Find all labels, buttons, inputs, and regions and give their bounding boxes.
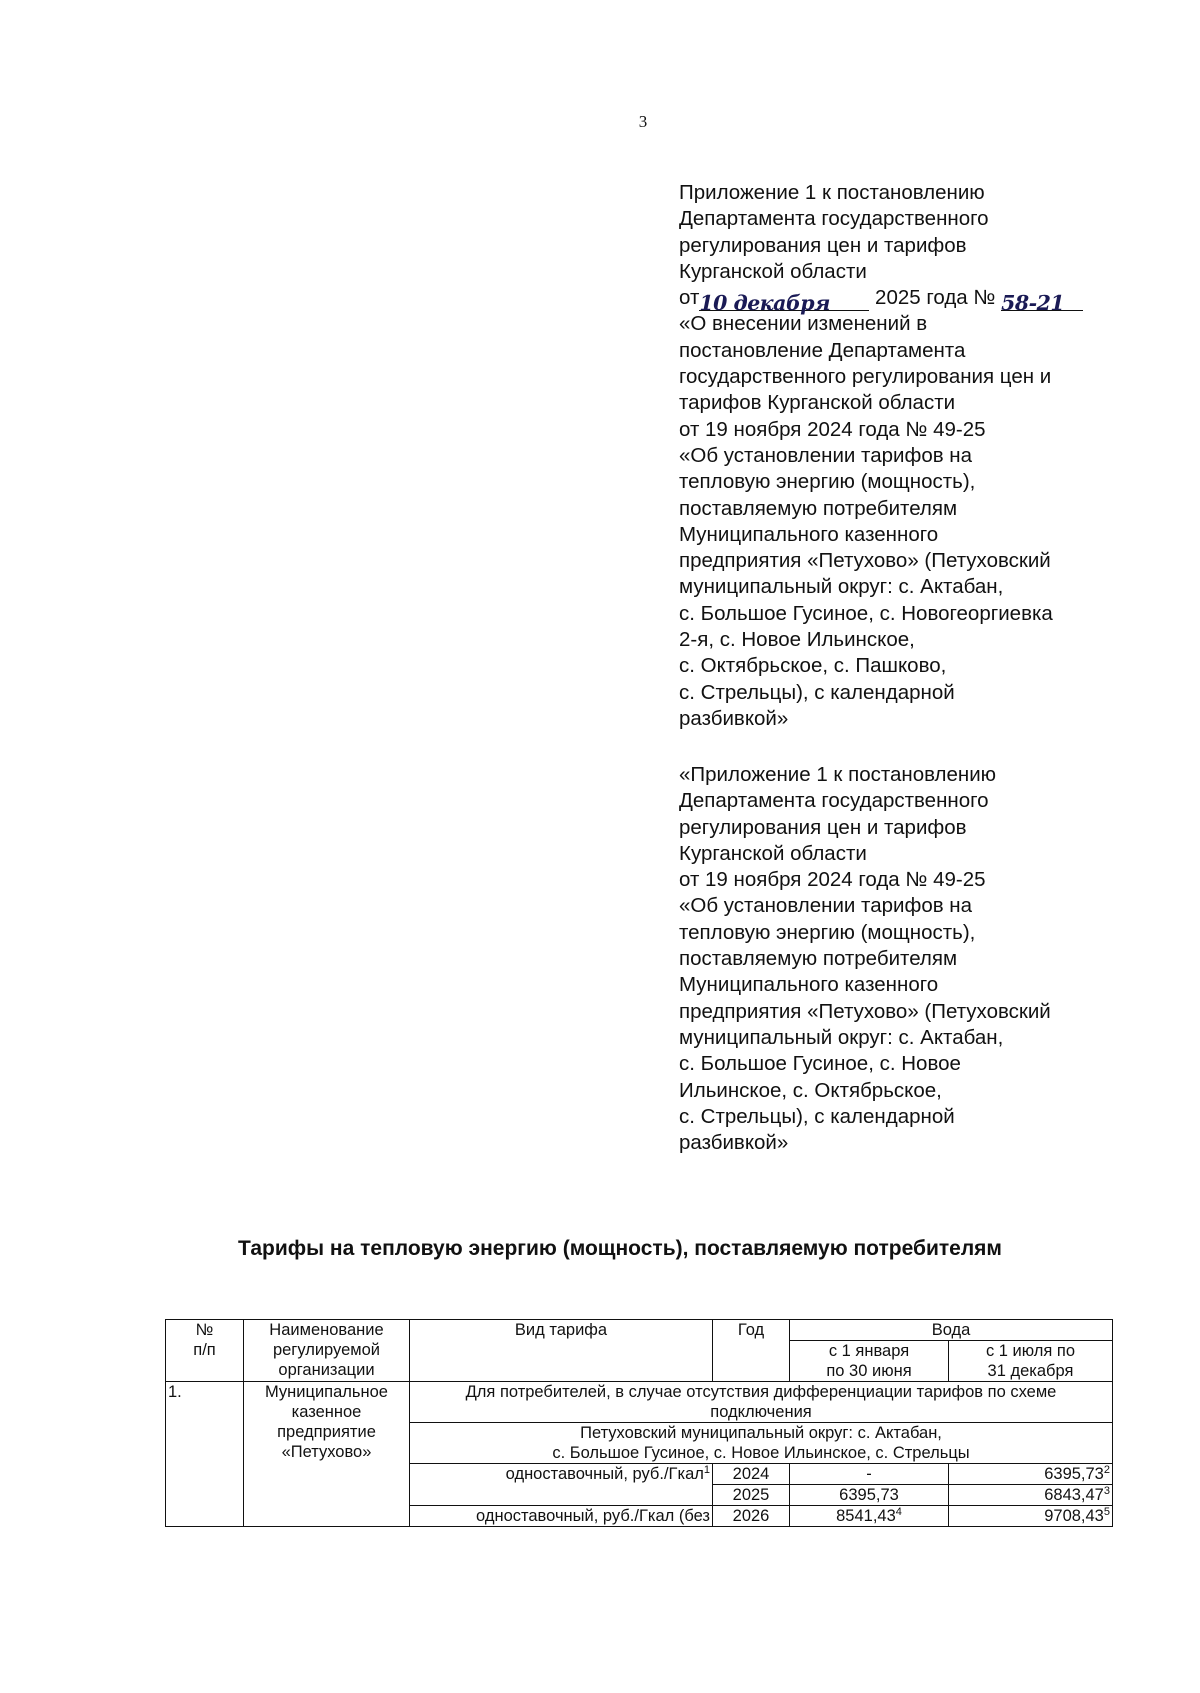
value-second-half: 6843,47$^3$ [949, 1485, 1113, 1506]
order-prefix: от [679, 286, 700, 310]
table-row [166, 1382, 1113, 1423]
appendix-line: Департамента государственного [679, 207, 989, 231]
appendix-line: разбивкой» [679, 706, 789, 730]
appendix-line: с. Стрельцы), с календарной [679, 680, 955, 704]
appendix-line: Курганской области [679, 259, 867, 283]
value-first-half: 8541,43$^4$ [790, 1506, 949, 1527]
header-tariff-type: Вид тарифа [410, 1320, 713, 1382]
appendix-line: Приложение 1 к постановлению [679, 181, 985, 204]
value-first-half: 6395,73 [790, 1485, 949, 1506]
tariff-type-cell: одноставочный, руб./Гкал (без [410, 1506, 713, 1527]
header-org: Наименование регулируемой организации [244, 1320, 410, 1382]
appendix-line: тепловую энергию (мощность), [679, 470, 976, 494]
appendix-line: регулирования цен и тарифов [679, 233, 967, 257]
quoted-appendix-line: регулирования цен и тарифов [679, 815, 967, 839]
appendix-line: государственного регулирования цен и [679, 365, 1052, 389]
quoted-appendix-line: предприятия «Петухово» (Петуховский [679, 999, 1051, 1023]
appendix-line: поставляемую потребителям [679, 496, 958, 520]
document-title: Тарифы на тепловую энергию (мощность), поставляемую потребителям [238, 1237, 1002, 1260]
tariff-table [165, 1319, 1113, 1527]
header-num: № п/п [166, 1320, 244, 1382]
quoted-appendix-line: Курганской области [679, 841, 867, 865]
header-water: Вода [790, 1320, 1113, 1341]
appendix-line: «Об установлении тарифов на [679, 443, 973, 467]
quoted-appendix-line: муниципальный округ: с. Актабан, [679, 1025, 1004, 1049]
appendix-date-line [679, 285, 1129, 316]
quoted-appendix-line: поставляемую потребителям [679, 947, 958, 971]
appendix-line: 2-я, с. Новое Ильинское, [679, 628, 915, 652]
quoted-appendix-line: Ильинское, с. Октябрьское, [679, 1078, 942, 1102]
order-number-field [1001, 290, 1083, 316]
value-second-half: 9708,43$^5$ [949, 1506, 1113, 1527]
year-cell: 2025 [713, 1485, 790, 1506]
appendix-line: «О внесении изменений в [679, 312, 928, 336]
quoted-appendix-header [679, 762, 1129, 1156]
quoted-appendix-line: Департамента государственного [679, 789, 989, 813]
territory-cell: Петуховский муниципальный округ: с. Актабан, с. Большое Гусиное, с. Новое Ильинское, с. Стрельцы [410, 1423, 1113, 1464]
header-period-second-half: с 1 июля по 31 декабря [949, 1341, 1113, 1382]
quoted-appendix-line: с. Стрельцы), с календарной [679, 1104, 955, 1128]
handwritten-number: 58-21 [1001, 291, 1065, 316]
year-cell: 2026 [713, 1506, 790, 1527]
appendix-line: тарифов Курганской области [679, 391, 956, 415]
quoted-appendix-line: разбивкой» [679, 1131, 789, 1155]
appendix-line: с. Октябрьское, с. Пашково, [679, 654, 947, 678]
header-period-first-half: с 1 января по 30 июня [790, 1341, 949, 1382]
value-second-half: 6395,73$^2$ [949, 1464, 1113, 1485]
page-number: 3 [638, 112, 648, 131]
quoted-appendix-line: Муниципального казенного [679, 973, 939, 997]
quoted-appendix-line: тепловую энергию (мощность), [679, 920, 976, 944]
appendix-line: с. Большое Гусиное, с. Новогеоргиевка [679, 601, 1053, 625]
organization-name: Муниципальное казенное предприятие «Петухово» [244, 1382, 410, 1527]
row-number: 1. [166, 1382, 244, 1527]
appendix-line: от 19 ноября 2024 года № 49-25 [679, 417, 986, 441]
appendix-line: муниципальный округ: с. Актабан, [679, 575, 1004, 599]
appendix-line: Муниципального казенного [679, 522, 939, 546]
quoted-appendix-line: от 19 ноября 2024 года № 49-25 [679, 868, 986, 892]
year-cell: 2024 [713, 1464, 790, 1485]
handwritten-date: 10 декабря [699, 291, 830, 316]
header-year: Год [713, 1320, 790, 1382]
quoted-appendix-line: «Приложение 1 к постановлению [679, 763, 997, 786]
appendix-line: постановление Департамента [679, 338, 966, 362]
quoted-appendix-line: с. Большое Гусиное, с. Новое [679, 1052, 961, 1076]
quoted-appendix-line: «Об установлении тарифов на [679, 894, 973, 918]
order-date-field [699, 290, 869, 316]
value-first-half: - [790, 1464, 949, 1485]
appendix-header [679, 180, 1129, 732]
order-middle: 2025 года № [869, 286, 1002, 310]
condition-cell: Для потребителей, в случае отсутствия дифференциации тарифов по схеме подключения [410, 1382, 1113, 1423]
table-header-row [166, 1320, 1113, 1341]
tariff-type-cell: одноставочный, руб./Гкал$^1$ [410, 1464, 713, 1506]
appendix-line: предприятия «Петухово» (Петуховский [679, 549, 1051, 573]
